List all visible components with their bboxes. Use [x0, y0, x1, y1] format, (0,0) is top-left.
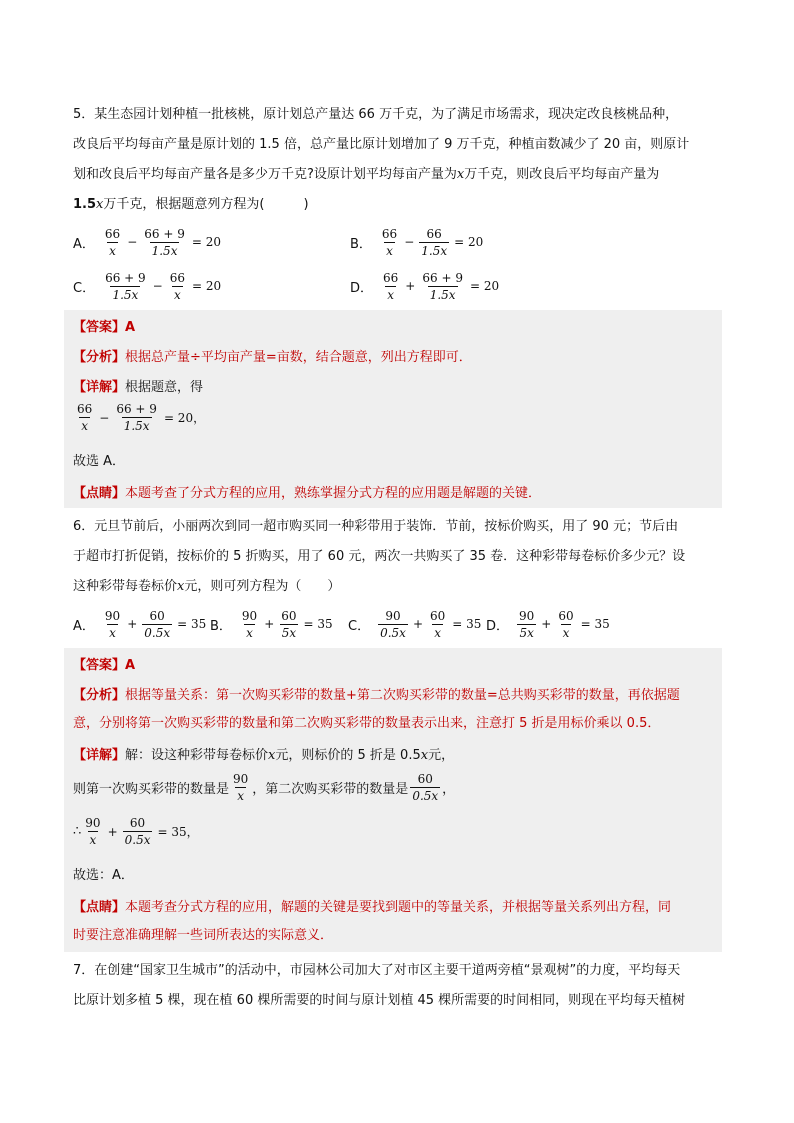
q6-line-3: 这种彩带每卷标价x元，则可列方程为（ ） — [73, 579, 341, 594]
q6-comment-2: 时要注意准确理解一些词所表达的实际意义． — [73, 928, 334, 943]
q5-line-1: 5．某生态园计划种植一批核桃，原计划总产量达 66 万千克，为了满足市场需求，现决定改良核桃品种， — [73, 107, 679, 122]
q6-line-1: 6．元旦节前后，小丽两次到同一超市购买同一种彩带用于装饰．节前，按标价购买，用了 90 元；节后由 — [73, 519, 679, 534]
q5-analysis: 【分析】根据总产量÷平均亩产量=亩数，结合题意，列出方程即可． — [73, 350, 472, 365]
q5-answer: 【答案】A — [73, 320, 136, 335]
q5-choose: 故选 A． — [73, 454, 126, 469]
question-5 — [73, 100, 723, 220]
q5-comment: 【点睛】本题考查了分式方程的应用，熟练掌握分式方程的应用题是解题的关键． — [73, 486, 542, 501]
q6-analysis-2: 意，分别将第一次购买彩带的数量和第二次购买彩带的数量表示出来，注意打 5 折是用标价乘以 0.5． — [73, 716, 661, 731]
q5-detail: 【详解】根据题意，得 — [73, 380, 204, 395]
q5-option-d[interactable]: D． $\frac{66}{x}$ + $\frac{66 + 9}{1.5x}$ = 20 — [350, 270, 500, 302]
question-6 — [73, 512, 723, 602]
q5-line-2: 改良后平均每亩产量是原计划的 1.5 倍，总产量比原计划增加了 9 万千克，种植亩数减少了 20 亩，则原计 — [73, 137, 690, 152]
q5-option-a[interactable]: A． $\frac{66}{x}$ − $\frac{66 + 9}{1.5x}$ = 20 — [73, 226, 221, 258]
q5-option-b[interactable]: B． $\frac{66}{x}$ − $\frac{66}{1.5x}$ = 20 — [350, 226, 484, 258]
q6-option-a[interactable]: A． $\frac{90}{x}$ + $\frac{60}{0.5x}$ = 35 — [73, 608, 207, 640]
q5-line-4: 1.5x万千克，根据题意列方程为( ) — [73, 197, 309, 212]
q6-option-c[interactable]: C． $\frac{90}{0.5x}$ + $\frac{60}{x}$ = 35 — [348, 608, 482, 640]
q6-equation: ∴ $\frac{90}{x}$ + $\frac{60}{0.5x}$ = 35， — [73, 816, 199, 847]
q6-answer-block — [64, 648, 722, 952]
q6-option-b[interactable]: B． $\frac{90}{x}$ + $\frac{60}{5x}$ = 35 — [210, 608, 333, 640]
question-7 — [73, 956, 723, 1016]
q6-choose: 故选：A． — [73, 868, 134, 883]
q6-analysis-1: 【分析】根据等量关系：第一次购买彩带的数量+第二次购买彩带的数量=总共购买彩带的数量，再依据题 — [73, 688, 680, 703]
q6-line-2: 于超市打折促销，按标价的 5 折购买，用了 60 元，两次一共购买了 35 卷．这种彩带每卷标价多少元？设 — [73, 549, 686, 564]
q6-option-d[interactable]: D． $\frac{90}{5x}$ + $\frac{60}{x}$ = 35 — [486, 608, 610, 640]
q5-answer-block — [64, 310, 722, 508]
q5-equation: $\frac{66}{x}$ − $\frac{66 + 9}{1.5x}$ = 20， — [77, 402, 206, 433]
q6-detail: 【详解】解：设这种彩带每卷标价x元，则标价的 5 折是 0.5x元， — [73, 748, 455, 763]
q5-option-c[interactable]: C． $\frac{66 + 9}{1.5x}$ − $\frac{66}{x}$ = 20 — [73, 270, 222, 302]
q5-line-3: 划和改良后平均每亩产量各是多少万千克?设原计划平均每亩产量为x万千克，则改良后平均每亩产量为 — [73, 167, 660, 182]
q6-step-1: 则第一次购买彩带的数量是 $\frac{90}{x}$ ，第二次购买彩带的数量是 $\frac{60}{0.5x}$ ， — [73, 772, 456, 803]
q6-answer: 【答案】A — [73, 658, 136, 673]
q7-line-2: 比原计划多植 5 棵，现在植 60 棵所需要的时间与原计划植 45 棵所需要的时间相同，则现在平均每天植树 — [73, 993, 686, 1008]
q7-line-1: 7．在创建“国家卫生城市”的活动中，市园林公司加大了对市区主要干道两旁植“景观树”的力度，平均每天 — [73, 963, 681, 978]
q6-comment-1: 【点睛】本题考查分式方程的应用，解题的关键是要找到题中的等量关系，并根据等量关系列出方程，同 — [73, 900, 672, 915]
